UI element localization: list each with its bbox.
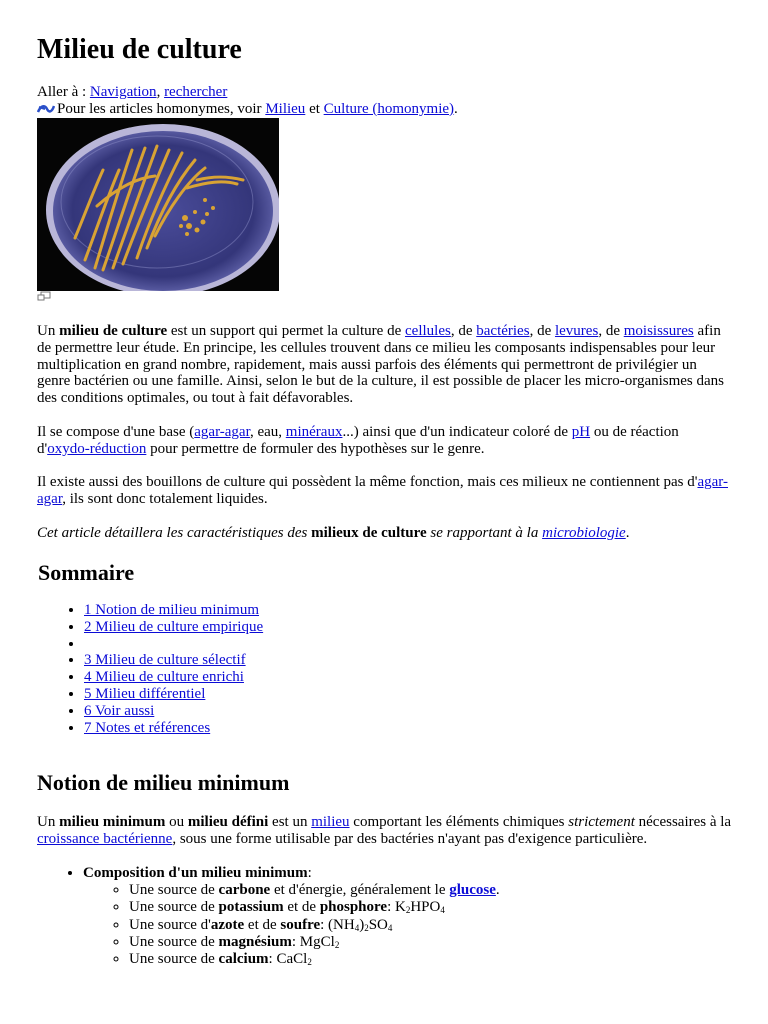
intro-paragraph-3: Il existe aussi des bouillons de culture qui possèdent la même fonction, mais ces milieux ne contiennent pas d'agar-agar, ils sont donc totalement liquides. [37,474,728,507]
toc-title: Sommaire [38,560,135,585]
jump-search-link[interactable]: rechercher [164,84,228,100]
composition-list [37,865,500,968]
toc-item-empty [84,636,263,653]
toc-item [84,602,263,619]
homonym-link-milieu[interactable]: Milieu [265,101,306,117]
section-heading-milieu-minimum: Notion de milieu minimum [37,770,290,795]
composition-item: • Composition d'un milieu minimum: ◦ Une source de carbone et d'énergie, généralement le glucose. ◦ Une source de potassium et de phosphore: $K_2HPO_4$ ◦ Une source d'azote et de soufre: $(NH_4)_2SO_4$ ◦ Une source de magnésium: MgCl$_2$ ◦ Une source de calcium: CaCl$_2$ [83,865,500,968]
list-item-azote: ◦ Une source d'azote et de soufre: $(NH_4)_2SO_4$ [129,917,500,934]
link-microbiologie[interactable]: microbiologie [542,525,626,541]
link-milieu[interactable]: milieu [311,814,350,830]
toc-item [84,619,263,636]
toc-link-1[interactable]: 1 Notion de milieu minimum [84,602,259,618]
homonym-link-culture[interactable]: Culture (homonymie) [323,101,455,117]
toc-item [84,686,263,703]
link-glucose[interactable]: glucose [449,882,496,899]
toc-link-6[interactable]: 6 Voir aussi [84,702,155,719]
link-bacteries[interactable]: bactéries [476,323,530,339]
intro-paragraph-2: Il se compose d'une base (agar-agar, eau, minéraux...) ainsi que d'un indicateur coloré de pH ou de réaction d'oxydo-réduction pour permettre de formuler des hypothèses sur le genre. [37,424,679,457]
link-levures[interactable]: levures [554,323,599,339]
list-item-magnesium: ◦ Une source de magnésium: MgCl$_2$ [129,934,500,951]
list-item-carbone: ◦ Une source de carbone et d'énergie, généralement le glucose. [129,882,500,899]
list-item-potassium: ◦ Une source de potassium et de phosphore: $K_2HPO_4$ [129,899,500,916]
link-moisissures[interactable]: moisissures [623,323,694,339]
toc-item [84,720,263,737]
toc-item [84,652,263,669]
list-item-calcium: ◦ Une source de calcium: CaCl$_2$ [129,951,500,968]
link-cellules[interactable]: cellules [405,323,451,339]
link-croissance-bacterienne[interactable]: croissance bactérienne [37,830,173,847]
petri-dish-image[interactable] [37,118,279,291]
section-paragraph: Un milieu minimum ou milieu défini est un milieu comportant les éléments chimiques strictement nécessaires à la croissance bactérienne, sous une forme utilisable par des bactéries n'ayant pas d'exigence particulière. [37,814,732,847]
link-ph[interactable]: pH [571,424,591,440]
link-agar-agar-2[interactable]: agar-agar [37,474,728,507]
toc-link-3[interactable]: 3 Milieu de culture sélectif [84,652,246,669]
toc-link-4[interactable]: 4 Milieu de culture enrichi [84,669,244,686]
composition-sublist [83,882,500,968]
link-agar-agar[interactable]: agar-agar [194,424,250,440]
page-title: Milieu de culture [37,34,242,65]
link-mineraux[interactable]: minéraux [285,424,343,440]
toc-link-5[interactable]: 5 Milieu différentiel [84,685,206,702]
intro-paragraph-4: Cet article détaillera les caractéristiques des milieux de culture se rapportant à la microbiologie. [37,525,630,541]
toc-item [84,703,263,720]
table-of-contents [37,602,263,736]
toc-item [84,669,263,686]
toc-link-7[interactable]: 7 Notes et références [84,719,211,736]
toc-link-2[interactable]: 2 Milieu de culture empirique [84,618,264,635]
homonym-notice: Pour les articles homonymes, voir Milieu et Culture (homonymie). [37,101,458,120]
magnify-icon[interactable] [37,290,51,307]
intro-paragraph-1: Un milieu de culture est un support qui permet la culture de cellules, de bactéries, de levures, de moisissures afin de permettre leur étude. En principe, les cellules trouvent dans ce milieu les composants indispensables pour leur multiplication en grand nombre, rapidement, mais aussi parfois des éléments qui permettront de privilégier un genre bactérien ou une famille. Ainsi, selon le but de la culture, il est possible de placer les micro-organismes dans des conditions optimales, ou tout à fait défavorables. [37,323,725,407]
link-oxydo-reduction[interactable]: oxydo-réduction [47,440,147,457]
jump-to: Aller à : Navigation, rechercher [37,84,228,100]
jump-navigation-link[interactable]: Navigation [89,84,157,100]
